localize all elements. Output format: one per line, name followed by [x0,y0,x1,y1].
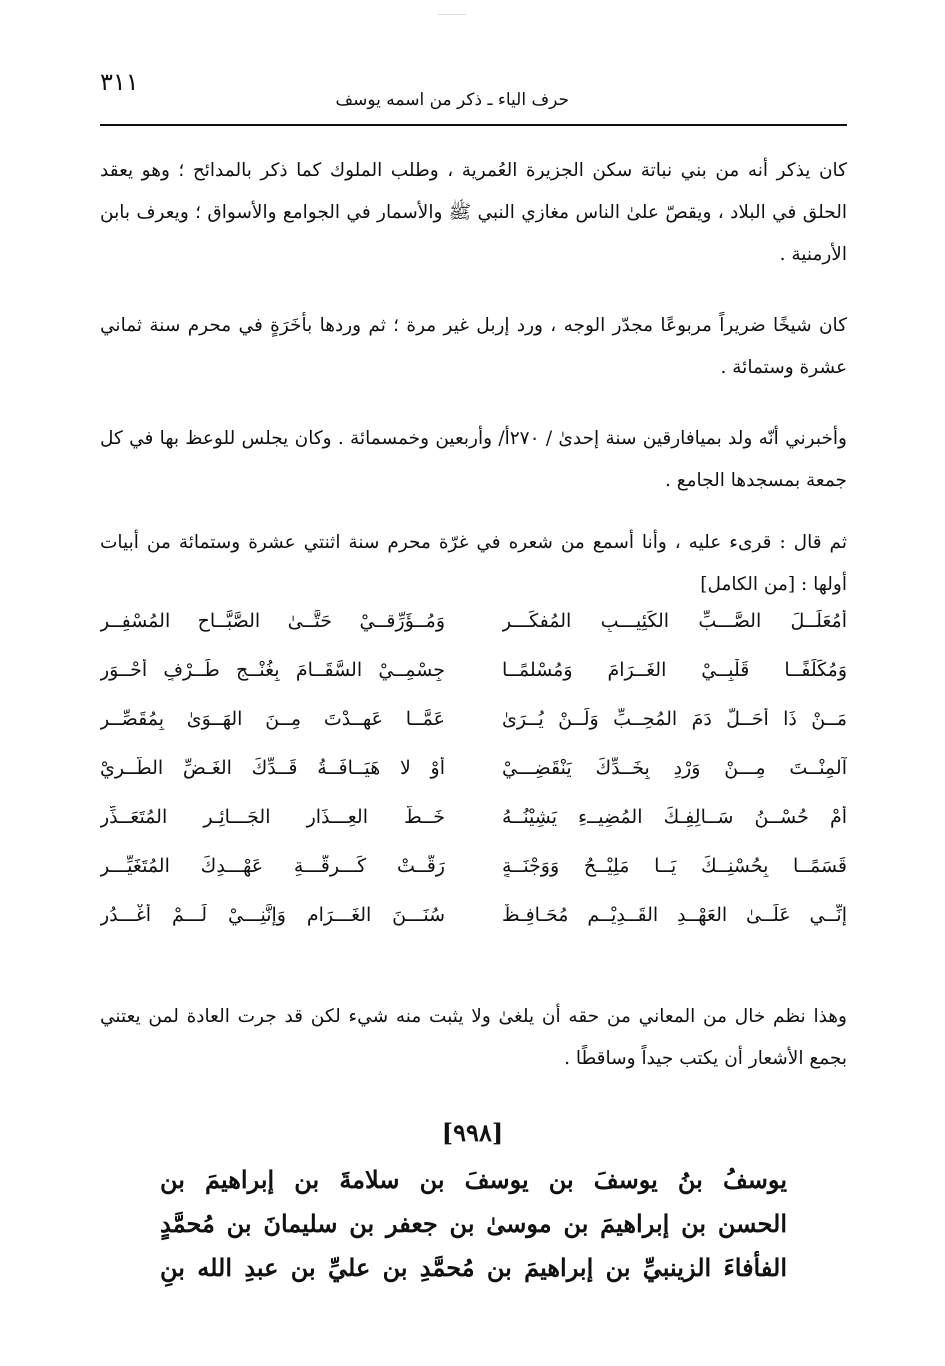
verse-row [100,855,847,904]
closing-paragraph: وهذا نظم خال من المعاني من حقه أن يلغىٰ ولا يثبت منه شيء لكن قد جرت العادة لمن يعتني بجمع الأشعار أن يكتب جيداً وساقطًا . [100,1006,847,1069]
verse-row [100,806,847,855]
entry-name [160,1158,787,1290]
verse-second-hemistich: عَمَّــا عَهِــدْتَ مِــنَ الهَــوَىٰ بِمُقَصِّــرِ [100,708,445,730]
verse-second-hemistich: سُنَـــنَ الغَـــرَامِ وَإِنَّنِـــيْ لَـــمْ أَغْـــدُرِ [100,904,445,926]
paragraph-3: وأخبرني أنّه ولد بميافارقين سنة إحدىٰ / ٢٧٠أ/ وأربعين وخمسمائة . وكان يجلس للوعظ بها في كل جمعة بمسجدها الجامع . [100,428,847,491]
verse-first-hemistich: وَمُكَلِّفًــا قَلْبِــيْ الغَــرَامَ وَمُسْلمًــا [502,659,847,681]
entry-name-line: الفأفاءَ الزينبيِّ بن إبراهيمَ بن مُحمَّدِ بن عليِّ بن عبدِ الله بنِ [160,1253,787,1282]
running-head: حرف الياء ـ ذكر من اسمه يوسف [335,90,569,110]
verse-row [100,659,847,708]
verse-row [100,757,847,806]
verse-first-hemistich: قَسَمًــا بِحُسْنِــكَ يَــا مَلِيْــحُ وَوَجْنَــةٍ [502,855,847,877]
verse-first-hemistich: إِنِّــي عَلَــىٰ العَهْــدِ القَــدِيْــمِ مُحَـافِـظٌ [502,904,847,926]
verse-second-hemistich: أَوْ لا هَيَــافَــةُ قَــدِّكَ الغَـضِّ الطَّــرِيْ [100,757,445,779]
verse-row [100,904,847,953]
entry-name-line: يوسفُ بنُ يوسفَ بن يوسفَ بن سلامةَ بن إبراهيمَ بن [160,1165,787,1194]
verse-second-hemistich: وَمُــؤَرِّقــيْ حَتَّــىٰ الصَّبَّــاحِ المُسْفِــرِ [100,610,445,632]
entry-number: [٩٩٨] [441,1118,504,1147]
verse-second-hemistich: خَــطُّ العِـــذَارِ الجَـــائِـرِ المُتَعَــذِّرِ [100,806,445,828]
verse-row [100,708,847,757]
verse-first-hemistich: أَمُعَلِّــلَ الصَّـــبِّ الكَئِيـــبِ المُفكِّـــرِ [502,610,847,632]
entry-name-line: الحسن بن إبراهيمَ بن موسىٰ بن جعفر بن سليمانَ بن مُحمَّدٍ [160,1209,787,1238]
paragraph-1: كان يذكر أنه من بني نباتة سكن الجزيرة العُمرية ، وطلب الملوك كما ذكر بالمدائح ؛ وهو يعقد الحلق في البلاد ، ويقصّ علىٰ الناس مغازي النبي ﷺ والأسمار في الجوامع والأسواق ؛ ويعرف بابن الأرمنية . [100,160,847,265]
verse-second-hemistich: رَقَّــتْ كَـــرِقَّـــةِ عَهْـــدِكَ المُتَغَيِّـــرِ [100,855,445,877]
paragraph-2: كان شيخًا ضريراً مربوعًا مجدّر الوجه ، ورد إربل غير مرة ؛ ثم وردها بأخَرَةٍ في محرم سنة ثماني عشرة وستمائة . [100,315,847,378]
verse-first-hemistich: آلمِنْــتَ مِـــنْ وَرْدِ بِخَــدِّكَ يَنْقَضِـــيْ [502,757,847,779]
verse-second-hemistich: جِسْمِــيْ السَّقَــامَ بِغُنْــجِ طَــرْفٍ أَحْــوَرِ [100,659,445,681]
poem [100,610,847,953]
verse-first-hemistich: أَمْ حُسْــنُ سَــالِفِـكَ المُضِيــءِ يَشِيْنُــهُ [502,806,847,828]
scan-artifact [438,14,466,15]
page-header [100,66,847,126]
verse-row [100,610,847,659]
paragraph-4: ثم قال : قرىء عليه ، وأنا أسمع من شعره في غرّة محرم سنة اثنتي عشرة وستمائة من أبيات أولها : [من الكامل] [100,532,847,595]
verse-first-hemistich: مَــنْ ذَا أَحَــلَّ دَمَ المُحِــبِّ وَلَــنْ يُــرَىٰ [502,708,847,730]
page-number: ٣١١ [100,68,139,96]
